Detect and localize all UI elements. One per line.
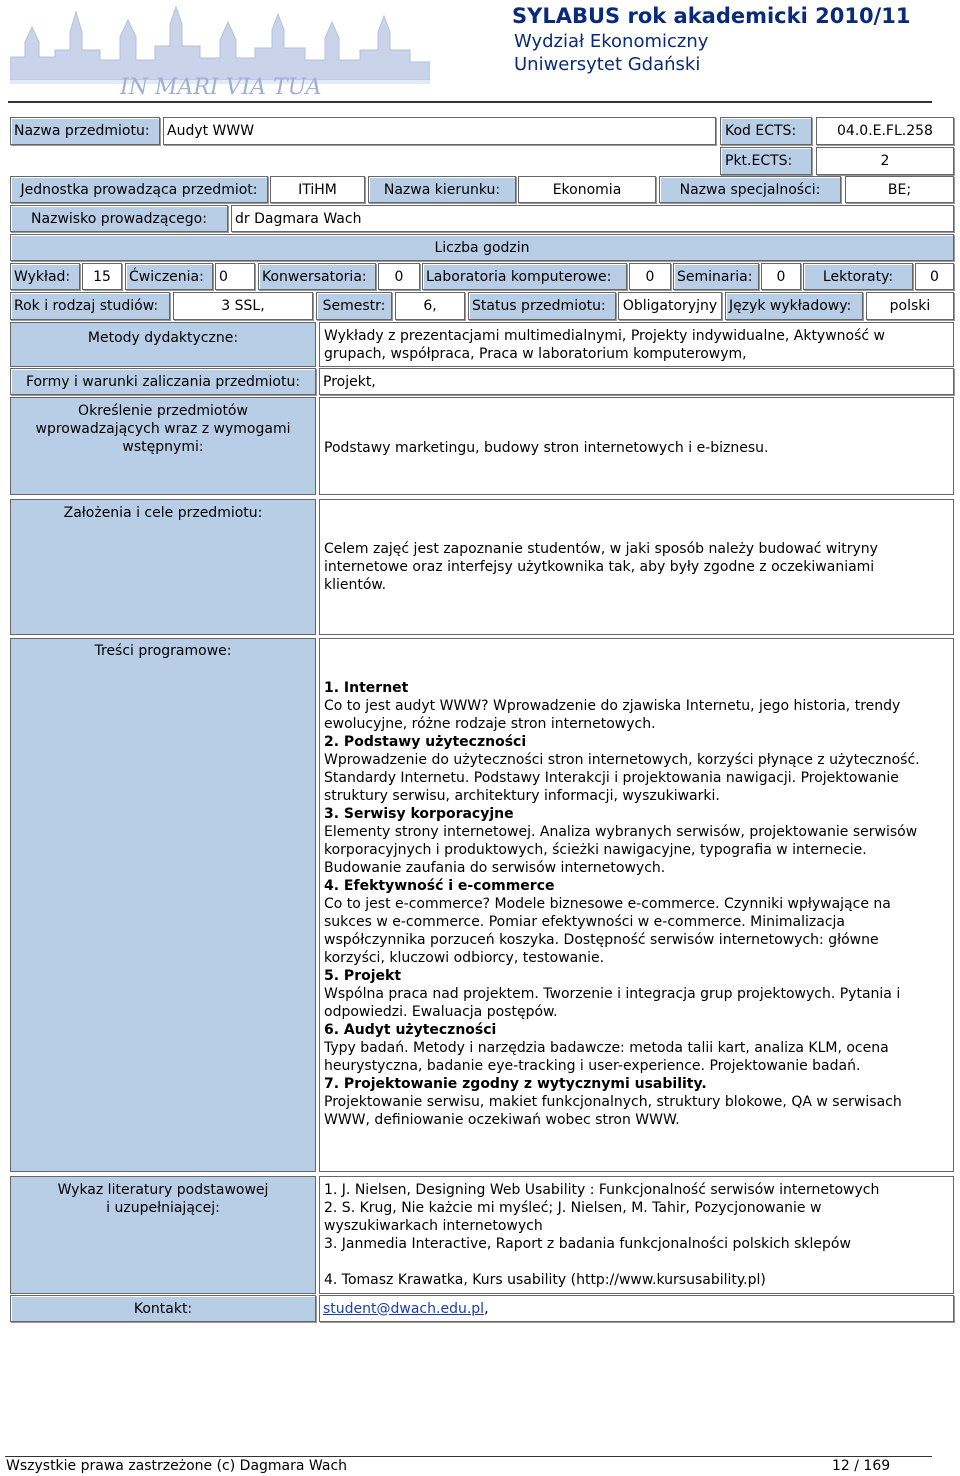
unit-value: ITiHM — [270, 176, 365, 203]
prereq-label-line-3: wstępnymi: — [122, 439, 204, 455]
content-line: Budowanie zaufania do serwisów internetowych. — [324, 860, 666, 876]
content-line: współczynnika porzuceń koszyka. Dostępność serwisów internetowych: główne — [324, 932, 879, 948]
content-line: sukces w e-commerce. Pomiar efektywności w e-commerce. Minimalizacja — [324, 914, 845, 930]
content-line: Projektowanie serwisu, makiet funkcjonalnych, struktury blokowe, QA w serwisach — [324, 1094, 902, 1110]
ects-code-value: 04.0.E.FL.258 — [816, 117, 954, 145]
header-divider — [8, 101, 932, 103]
content-section-heading: 3. Serwisy korporacyjne — [324, 806, 514, 822]
literature-label — [10, 1176, 316, 1294]
literature-item: 1. J. Nielsen, Designing Web Usability : Funkcjonalność serwisów internetowych — [324, 1182, 880, 1198]
lecturer-label: Nazwisko prowadzącego: — [10, 205, 228, 232]
content-line: heurystyczna, badanie eye-tracking i user-experience. Projektowanie badań. — [324, 1058, 861, 1074]
literature-value — [319, 1176, 954, 1294]
goals-value — [319, 499, 954, 635]
content-line: struktury serwisu, architektury informacji, wyszukiwarki. — [324, 788, 720, 804]
contact-value — [319, 1295, 954, 1322]
ects-points-value: 2 — [816, 147, 954, 175]
contact-suffix: , — [484, 1300, 489, 1317]
content-label: Treści programowe: — [10, 638, 316, 1172]
literature-item: 3. Janmedia Interactive, Raport z badania funkcjonalności polskich sklepów — [324, 1236, 851, 1252]
field-value: Ekonomia — [518, 176, 656, 203]
year-label: Rok i rodzaj studiów: — [10, 292, 170, 320]
goals-line-2: internetowe oraz interfejsy użytkownika tak, aby były zgodne z oczekiwaniami — [324, 559, 875, 575]
lab-value: 0 — [629, 263, 671, 290]
content-line: WWW, definiowanie oczekiwań wobec stron WWW. — [324, 1112, 680, 1128]
literature-label-line-1: Wykaz literatury podstawowej — [57, 1182, 269, 1198]
content-section-heading: 7. Projektowanie zgodny z wytycznymi usability. — [324, 1076, 707, 1092]
content-line: ewolucyjne, różne rodzaje stron internetowych. — [324, 716, 656, 732]
content-section-heading: 6. Audyt użyteczności — [324, 1022, 497, 1038]
prereq-label-line-2: wprowadzających wraz z wymogami — [35, 421, 291, 437]
svg-text:IN MARI VIA TUA: IN MARI VIA TUA — [120, 75, 322, 98]
forms-value: Projekt, — [319, 368, 954, 395]
footer-divider — [5, 1456, 932, 1457]
prereq-text: Podstawy marketingu, budowy stron internetowych i e-biznesu. — [324, 440, 769, 456]
spec-label: Nazwa specjalności: — [659, 176, 841, 203]
content-line: korzyści, kluczowi odbiorcy, testowanie. — [324, 950, 605, 966]
subject-label: Nazwa przedmiotu: — [10, 117, 160, 145]
prereq-label-line-1: Określenie przedmiotów — [78, 403, 248, 419]
goals-label: Założenia i cele przedmiotu: — [10, 499, 316, 635]
content-line: Wprowadzenie do użyteczności stron internetowych, korzyści płynące z użyteczność. — [324, 752, 920, 768]
lector-label: Lektoraty: — [803, 263, 913, 290]
field-label: Nazwa kierunku: — [368, 176, 516, 203]
contact-label: Kontakt: — [10, 1295, 316, 1322]
methods-value — [319, 322, 954, 367]
language-label: Język wykładowy: — [725, 292, 863, 320]
status-value: Obligatoryjny — [618, 292, 722, 320]
conversatory-label: Konwersatoria: — [258, 263, 376, 290]
exercises-label: Ćwiczenia: — [125, 263, 213, 290]
seminar-value: 0 — [761, 263, 801, 290]
semester-label: Semestr: — [316, 292, 392, 320]
subject-value: Audyt WWW — [163, 117, 716, 145]
content-line: Co to jest e-commerce? Modele biznesowe e-commerce. Czynniki wpływające na — [324, 896, 891, 912]
language-value: polski — [866, 292, 954, 320]
content-line: Typy badań. Metody i narzędzia badawcze: metoda talii kart, analiza KLM, ocena — [324, 1040, 889, 1056]
literature-item: wyszukiwarkach internetowych — [324, 1218, 543, 1234]
content-section-heading: 2. Podstawy użyteczności — [324, 734, 527, 750]
methods-line-1: Wykłady z prezentacjami multimedialnymi, Projekty indywidualne, Aktywność w — [324, 328, 885, 344]
spec-value: BE; — [845, 176, 954, 203]
conversatory-value: 0 — [378, 263, 420, 290]
footer-copyright: Wszystkie prawa zastrzeżone (c) Dagmara Wach — [6, 1458, 348, 1474]
goals-line-1: Celem zajęć jest zapoznanie studentów, w jaki sposób należy budować witryny — [324, 541, 878, 557]
literature-item: 2. S. Krug, Nie każcie mi myśleć; J. Nielsen, M. Tahir, Pozycjonowanie w — [324, 1200, 822, 1216]
semester-value: 6, — [395, 292, 465, 320]
status-label: Status przedmiotu: — [468, 292, 616, 320]
forms-label: Formy i warunki zaliczania przedmiotu: — [10, 368, 316, 395]
lecturer-value: dr Dagmara Wach — [231, 205, 954, 232]
syllabus-title: SYLABUS rok akademicki 2010/11 — [512, 4, 911, 28]
ects-code-label: Kod ECTS: — [720, 117, 812, 145]
year-value: 3 SSL, — [173, 292, 313, 320]
lab-label: Laboratoria komputerowe: — [422, 263, 627, 290]
literature-list — [324, 1181, 953, 1289]
literature-item — [324, 1253, 953, 1271]
content-value — [319, 638, 954, 1172]
content-line: Elementy strony internetowej. Analiza wybranych serwisów, projektowanie serwisów — [324, 824, 918, 840]
content-line: Wspólna praca nad projektem. Tworzenie i integracja grup projektowych. Pytania i — [324, 986, 901, 1002]
content-section-heading: 5. Projekt — [324, 968, 402, 984]
prereq-value — [319, 397, 954, 495]
prereq-label — [10, 397, 316, 495]
content-line: Co to jest audyt WWW? Wprowadzenie do zjawiska Internetu, jego historia, trendy — [324, 698, 901, 714]
university-name: Uniwersytet Gdański — [514, 54, 701, 75]
university-logo — [10, 2, 430, 98]
literature-item: 4. Tomasz Krawatka, Kurs usability (http://www.kursusability.pl) — [324, 1272, 766, 1288]
content-line: Standardy Internetu. Podstawy Interakcji i projektowania nawigacji. Projektowanie — [324, 770, 899, 786]
lecture-value: 15 — [82, 263, 122, 290]
lecture-label: Wykład: — [10, 263, 80, 290]
seminar-label: Seminaria: — [673, 263, 759, 290]
gdansk-skyline-icon — [10, 2, 430, 98]
lector-value: 0 — [915, 263, 954, 290]
exercises-value: 0 — [215, 263, 255, 290]
content-section-heading: 4. Efektywność i e-commerce — [324, 878, 555, 894]
hours-title: Liczba godzin — [10, 234, 954, 261]
literature-label-line-2: i uzupełniającej: — [106, 1200, 220, 1216]
faculty-name: Wydział Ekonomiczny — [514, 31, 709, 52]
methods-line-2: grupach, współpraca, Praca w laboratorium komputerowym, — [324, 346, 747, 362]
content-line: odpowiedzi. Ewaluacja postępów. — [324, 1004, 558, 1020]
ects-points-label: Pkt.ECTS: — [720, 147, 812, 175]
content-section-heading: 1. Internet — [324, 680, 409, 696]
goals-line-3: klientów. — [324, 577, 387, 593]
unit-label: Jednostka prowadząca przedmiot: — [10, 176, 268, 203]
methods-label: Metody dydaktyczne: — [10, 322, 316, 367]
footer-page-number: 12 / 169 — [832, 1458, 891, 1474]
contact-email-link[interactable]: student@dwach.edu.pl — [323, 1300, 485, 1317]
content-line: korporacyjnych i produktowych, ścieżki nawigacyjne, typografia w internecie. — [324, 842, 867, 858]
content-list — [324, 679, 953, 1129]
